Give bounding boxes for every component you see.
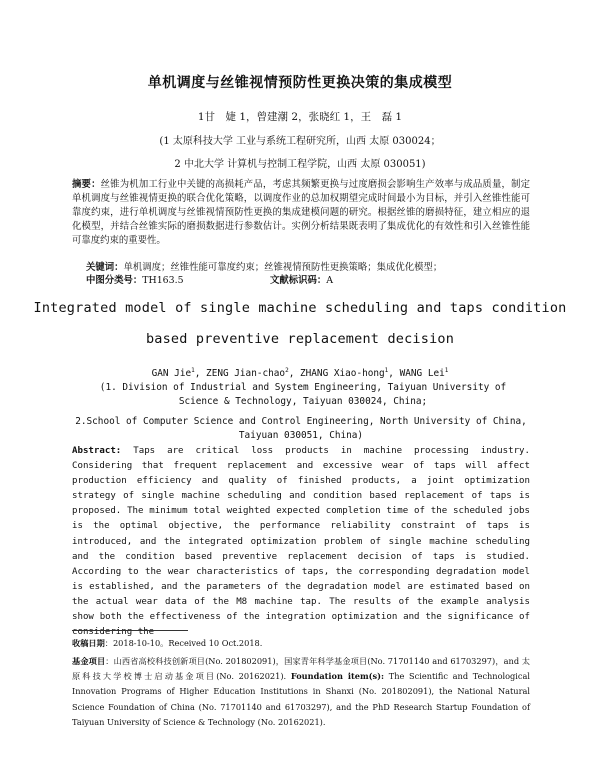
chinese-keywords-label: 关键词： — [86, 262, 124, 273]
footnote-divider — [72, 630, 188, 631]
author-zhang-xiaohong: ZHANG Xiao-hong — [300, 368, 385, 379]
english-title-line-2: based preventive replacement decision — [145, 331, 455, 347]
chinese-abstract-text: 丝锥为机加工行业中关键的高损耗产品，考虑其频繁更换与过度磨损会影响生产效率与成品质量，制定单机调度与丝锥视情更换的联合优化策略，以调度作业的总加权期望完成时间最小为目标，并引入丝锥性能可靠度约束，进行单机调度与丝锥视情预防性更换的集成建模问题的研究。根据丝锥的磨损特征，建立相应的退化模型，并结合丝锥实际的磨损数据进行参数估计。实例分析结果既表明了集成优化的有效性和引入丝锥性能可靠度约束的重要性。 — [72, 179, 530, 246]
received-label: 收稿日期 — [72, 638, 105, 648]
classification-value: TH163.5 — [142, 275, 184, 286]
classification-line — [86, 274, 530, 288]
chinese-abstract — [72, 178, 530, 248]
funding-label-english: Foundation item(s): — [290, 671, 385, 682]
chinese-abstract-label: 摘要： — [72, 179, 101, 190]
author-1-affiliation: 1 — [191, 366, 195, 374]
author-wang-lei: WANG Lei — [399, 368, 445, 379]
classification-label: 中图分类号： — [86, 275, 143, 286]
document-code — [270, 274, 333, 288]
chinese-keywords-text: 单机调度；丝锥性能可靠度约束；丝锥视情预防性更换策略；集成优化模型； — [123, 262, 443, 273]
english-abstract-label: Abstract: — [72, 446, 122, 456]
chinese-affiliation-2: 2 中北大学 计算机与控制工程学院，山西 太原 030051) — [174, 159, 426, 170]
received-text: ：2018-10-10。Received 10 Oct.2018. — [104, 638, 263, 648]
funding-label: 基金项目 — [72, 656, 106, 666]
funding-text-english: The Scientific and Technological Innovation Programs of Higher Education Institutions in Shanxi (No. 201802091), the National Natural Science Foundation of China (No. 71701140 and 61703297), and the PhD Research Startup Foundation of Taiyuan University of Science & Technology (No. 20162021). — [72, 671, 530, 727]
english-title-line-1: Integrated model of single machine scheduling and taps condition — [33, 300, 567, 316]
author-3-affiliation: 1 — [384, 366, 389, 374]
author-4-affiliation: 1 — [444, 366, 449, 374]
english-affiliation-1: (1. Division of Industrial and System Engineering, Taiyuan University of Science & Technology, Taiyuan 030024, China; — [99, 382, 507, 407]
footnote-received — [72, 637, 532, 649]
chinese-title: 单机调度与丝锥视情预防性更换决策的集成模型 — [147, 75, 453, 91]
author-gan-jie: GAN Jie — [151, 368, 192, 379]
chinese-keywords — [86, 261, 530, 275]
chinese-authors: 1甘 婕 1，曾建潮 2，张晓红 1，王 磊 1 — [197, 111, 403, 123]
author-zeng-jianchao: ZENG Jian-chao — [206, 368, 286, 379]
english-abstract-text: Taps are critical loss products in machine processing industry. Considering that frequent replacement and excessive wear of taps will affect production efficiency and quality of finished products, a joint optimization strategy of single machine scheduling and condition based replacement of taps is proposed. The minimum total weighted expected completion time of the scheduled jobs is the optimal objective, the performance reliability constraint of taps is introduced, and the integrated optimization problem of single machine scheduling and the condition based preventive replacement decision of taps is studied. According to the wear characteristics of taps, the corresponding degradation model is established, and the parameters of the degradation model are estimated based on the actual wear data of the M8 machine tap. The results of the example analysis show both the effectiveness of the integration optimization and the significance of considering the — [72, 446, 531, 638]
english-affiliation-2: 2.School of Computer Science and Control Engineering, North University of China, Taiyuan 030051, China) — [75, 416, 527, 441]
document-code-label: 文献标识码： — [270, 275, 327, 286]
document-code-value: A — [326, 275, 334, 286]
english-authors: GAN Jie$^1$, ZENG Jian-chao$^2$, ZHANG Xiao-hong$^1$, WANG Lei$^1$ — [151, 366, 449, 379]
funding-text-chinese: ：山西省高校科技创新项目(No. 201802091)，国家青年科学基金项目(No. 71701140 and 61703297)，and 太原科技大学校博士启动基金项目(No. 20162021). — [72, 656, 530, 682]
english-abstract — [72, 444, 530, 640]
footnote-funding — [72, 654, 530, 730]
author-2-affiliation: 2 — [285, 366, 289, 374]
chinese-affiliation-1: (1 太原科技大学 工业与系统工程研究所，山西 太原 030024； — [159, 136, 441, 147]
